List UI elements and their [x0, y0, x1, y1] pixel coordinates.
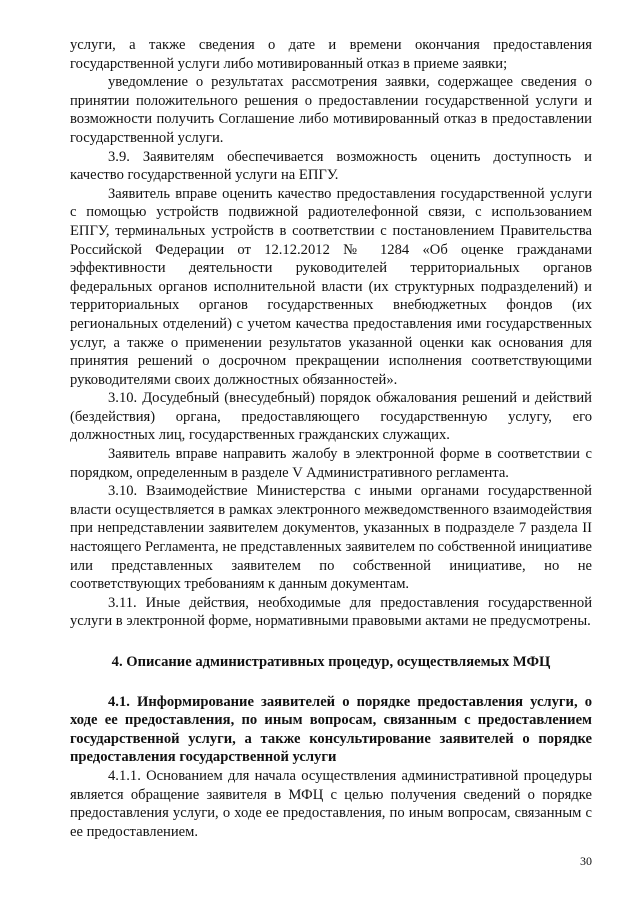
- paragraph-quality-evaluation: Заявитель вправе оценить качество предоставления государственной услуги с помощью устройств подвижной радиотелефонной связи, с использованием ЕПГУ, терминальных устройств в соответствии с постановлением Правительства Российской Федерации от 12.12.2012 № 1284 «Об оценке гражданами эффективности деятельности руководителей территориальных органов федеральных органов исполнительной власти (их структурных подразделений) и территориальных органов государственных внебюджетных фондов (их региональных отделений) с учетом качества предоставления ими государственных услуг, а также о применении результатов указанной оценки как основания для принятия решений о досрочном прекращении исполнения соответствующими руководителями своих должностных обязанностей».: [70, 185, 592, 388]
- paragraph-4-1-1: 4.1.1. Основанием для начала осуществления административной процедуры является обращение заявителя в МФЦ с целью получения сведений о порядке предоставления услуги, о ходе ее предоставления, по иным вопросам, связанным с ее предоставлением.: [70, 767, 592, 840]
- paragraph-continuation: услуги, а также сведения о дате и времени окончания предоставления государственной услуги либо мотивированный отказ в приеме заявки;: [70, 37, 592, 72]
- paragraph-3-9: 3.9. Заявителям обеспечивается возможность оценить доступность и качество государственной услуги на ЕПГУ.: [70, 148, 592, 184]
- paragraph-notification: уведомление о результатах рассмотрения заявки, содержащее сведения о принятии положительного решения о предоставлении государственной услуги и возможности получить Соглашение либо мотивированный отказ в предоставлении государственной услуги.: [70, 74, 592, 146]
- paragraph-3-10-appeal: 3.10. Досудебный (внесудебный) порядок обжалования решений и действий (бездействия) органа, предоставляющего государственную услугу, его должностных лиц, государственных гражданских служащих.: [70, 390, 592, 444]
- subsection-heading: 4.1. Информирование заявителей о порядке предоставления услуги, о ходе ее предоставления, по иным вопросам, связанным с предоставлением государственной услуги, а также консультирование заявителей о порядке предоставления государственной услуги: [70, 693, 592, 766]
- paragraph-3-10-interaction: 3.10. Взаимодействие Министерства с иными органами государственной власти осуществляется в рамках электронного межведомственного взаимодействия при непредставлении заявителем документов, указанных в подразделе 7 раздела II настоящего Регламента, не представленных заявителем по собственной инициативе или представленных заявителем по собственной инициативе, но не соответствующих требованиям к данным документам.: [70, 483, 592, 593]
- document-page: [70, 36, 592, 841]
- paragraph-3-11: 3.11. Иные действия, необходимые для предоставления государственной услуги в электронной форме, нормативными правовыми актами не предусмотрены.: [70, 594, 592, 630]
- section-heading: 4. Описание административных процедур, осуществляемых МФЦ: [111, 654, 551, 670]
- page-number: 30: [580, 854, 592, 868]
- paragraph-complaint: Заявитель вправе направить жалобу в электронной форме в соответствии с порядком, определенным в разделе V Административного регламента.: [70, 446, 592, 481]
